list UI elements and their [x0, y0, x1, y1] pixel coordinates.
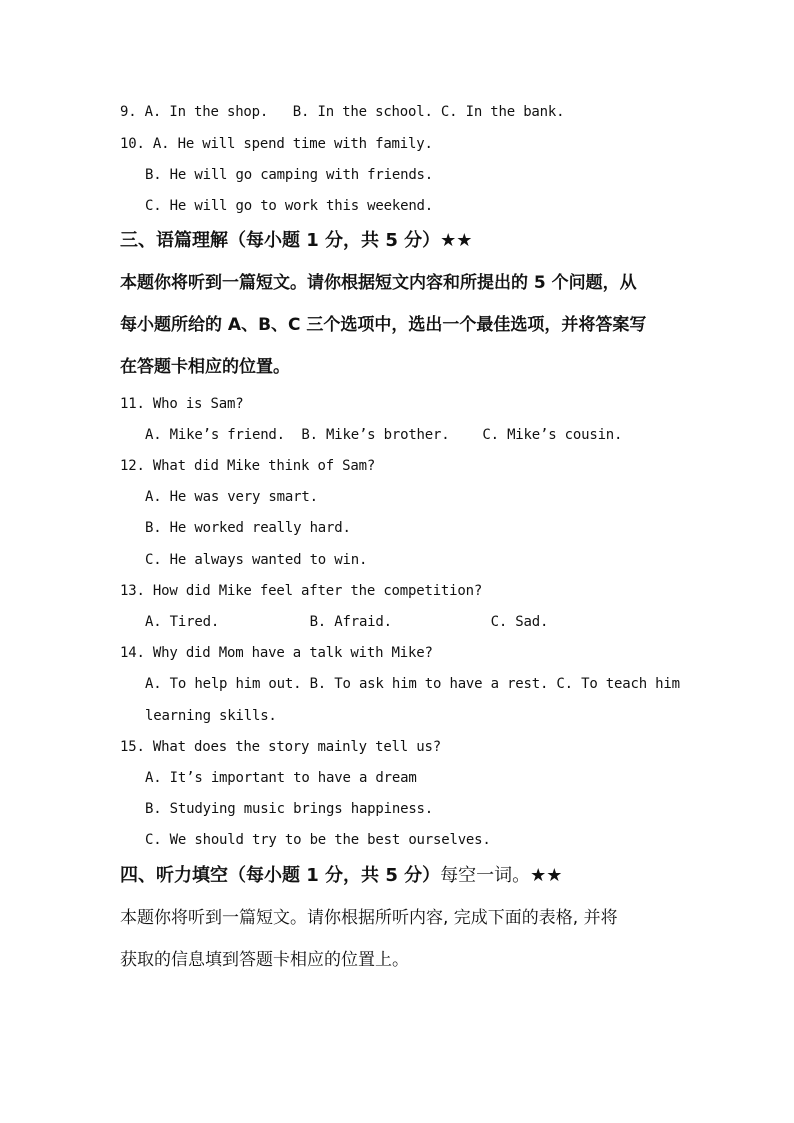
- question-12-option-b: B. He worked really hard.: [145, 520, 351, 536]
- question-10-stem: 10. A. He will spend time with family.: [120, 136, 433, 152]
- question-15-option-a: A. It’s important to have a dream: [145, 770, 417, 786]
- section-four-instruction-line-2: 获取的信息填到答题卡相应的位置上。: [120, 950, 409, 970]
- question-15-stem: 15. What does the story mainly tell us?: [120, 739, 441, 755]
- section-four-heading-stars: ★★: [530, 865, 563, 886]
- question-13-options: A. Tired. B. Afraid. C. Sad.: [145, 614, 549, 630]
- question-10-option-b: B. He will go camping with friends.: [145, 167, 434, 183]
- question-14-stem: 14. Why did Mom have a talk with Mike?: [120, 645, 433, 661]
- section-three-instruction-line-1: 本题你将听到一篇短文。请你根据短文内容和所提出的 5 个问题，从: [120, 273, 637, 293]
- section-four-heading-note: 每空一词。: [440, 865, 531, 886]
- section-three-instruction-line-3: 在答题卡相应的位置。: [120, 357, 290, 377]
- question-12-stem: 12. What did Mike think of Sam?: [120, 458, 376, 474]
- section-three-heading: 三、语篇理解（每小题 1 分，共 5 分）★★: [120, 230, 473, 251]
- section-four-heading: [120, 864, 562, 888]
- section-four-heading-bold: 四、听力填空（每小题 1 分，共 5 分）: [120, 865, 441, 886]
- question-15-option-b: B. Studying music brings happiness.: [145, 801, 434, 817]
- question-11-options: A. Mike’s friend. B. Mike’s brother. C. Mike’s cousin.: [145, 427, 623, 443]
- question-13-stem: 13. How did Mike feel after the competition?: [120, 583, 483, 599]
- section-four-instruction-line-1: 本题你将听到一篇短文。请你根据所听内容, 完成下面的表格, 并将: [120, 908, 618, 928]
- question-11-stem: 11. Who is Sam?: [120, 396, 244, 412]
- question-12-option-a: A. He was very smart.: [145, 489, 318, 505]
- question-14-options-continued: learning skills.: [145, 708, 277, 724]
- question-10-option-c: C. He will go to work this weekend.: [145, 198, 434, 214]
- question-9-line: 9. A. In the shop. B. In the school. C. In the bank.: [120, 104, 565, 120]
- section-three-instruction-line-2: 每小题所给的 A、B、C 三个选项中，选出一个最佳选项，并将答案写: [120, 315, 647, 335]
- question-15-option-c: C. We should try to be the best ourselves.: [145, 832, 491, 848]
- question-12-option-c: C. He always wanted to win.: [145, 552, 368, 568]
- question-14-options: A. To help him out. B. To ask him to have a rest. C. To teach him: [145, 676, 680, 692]
